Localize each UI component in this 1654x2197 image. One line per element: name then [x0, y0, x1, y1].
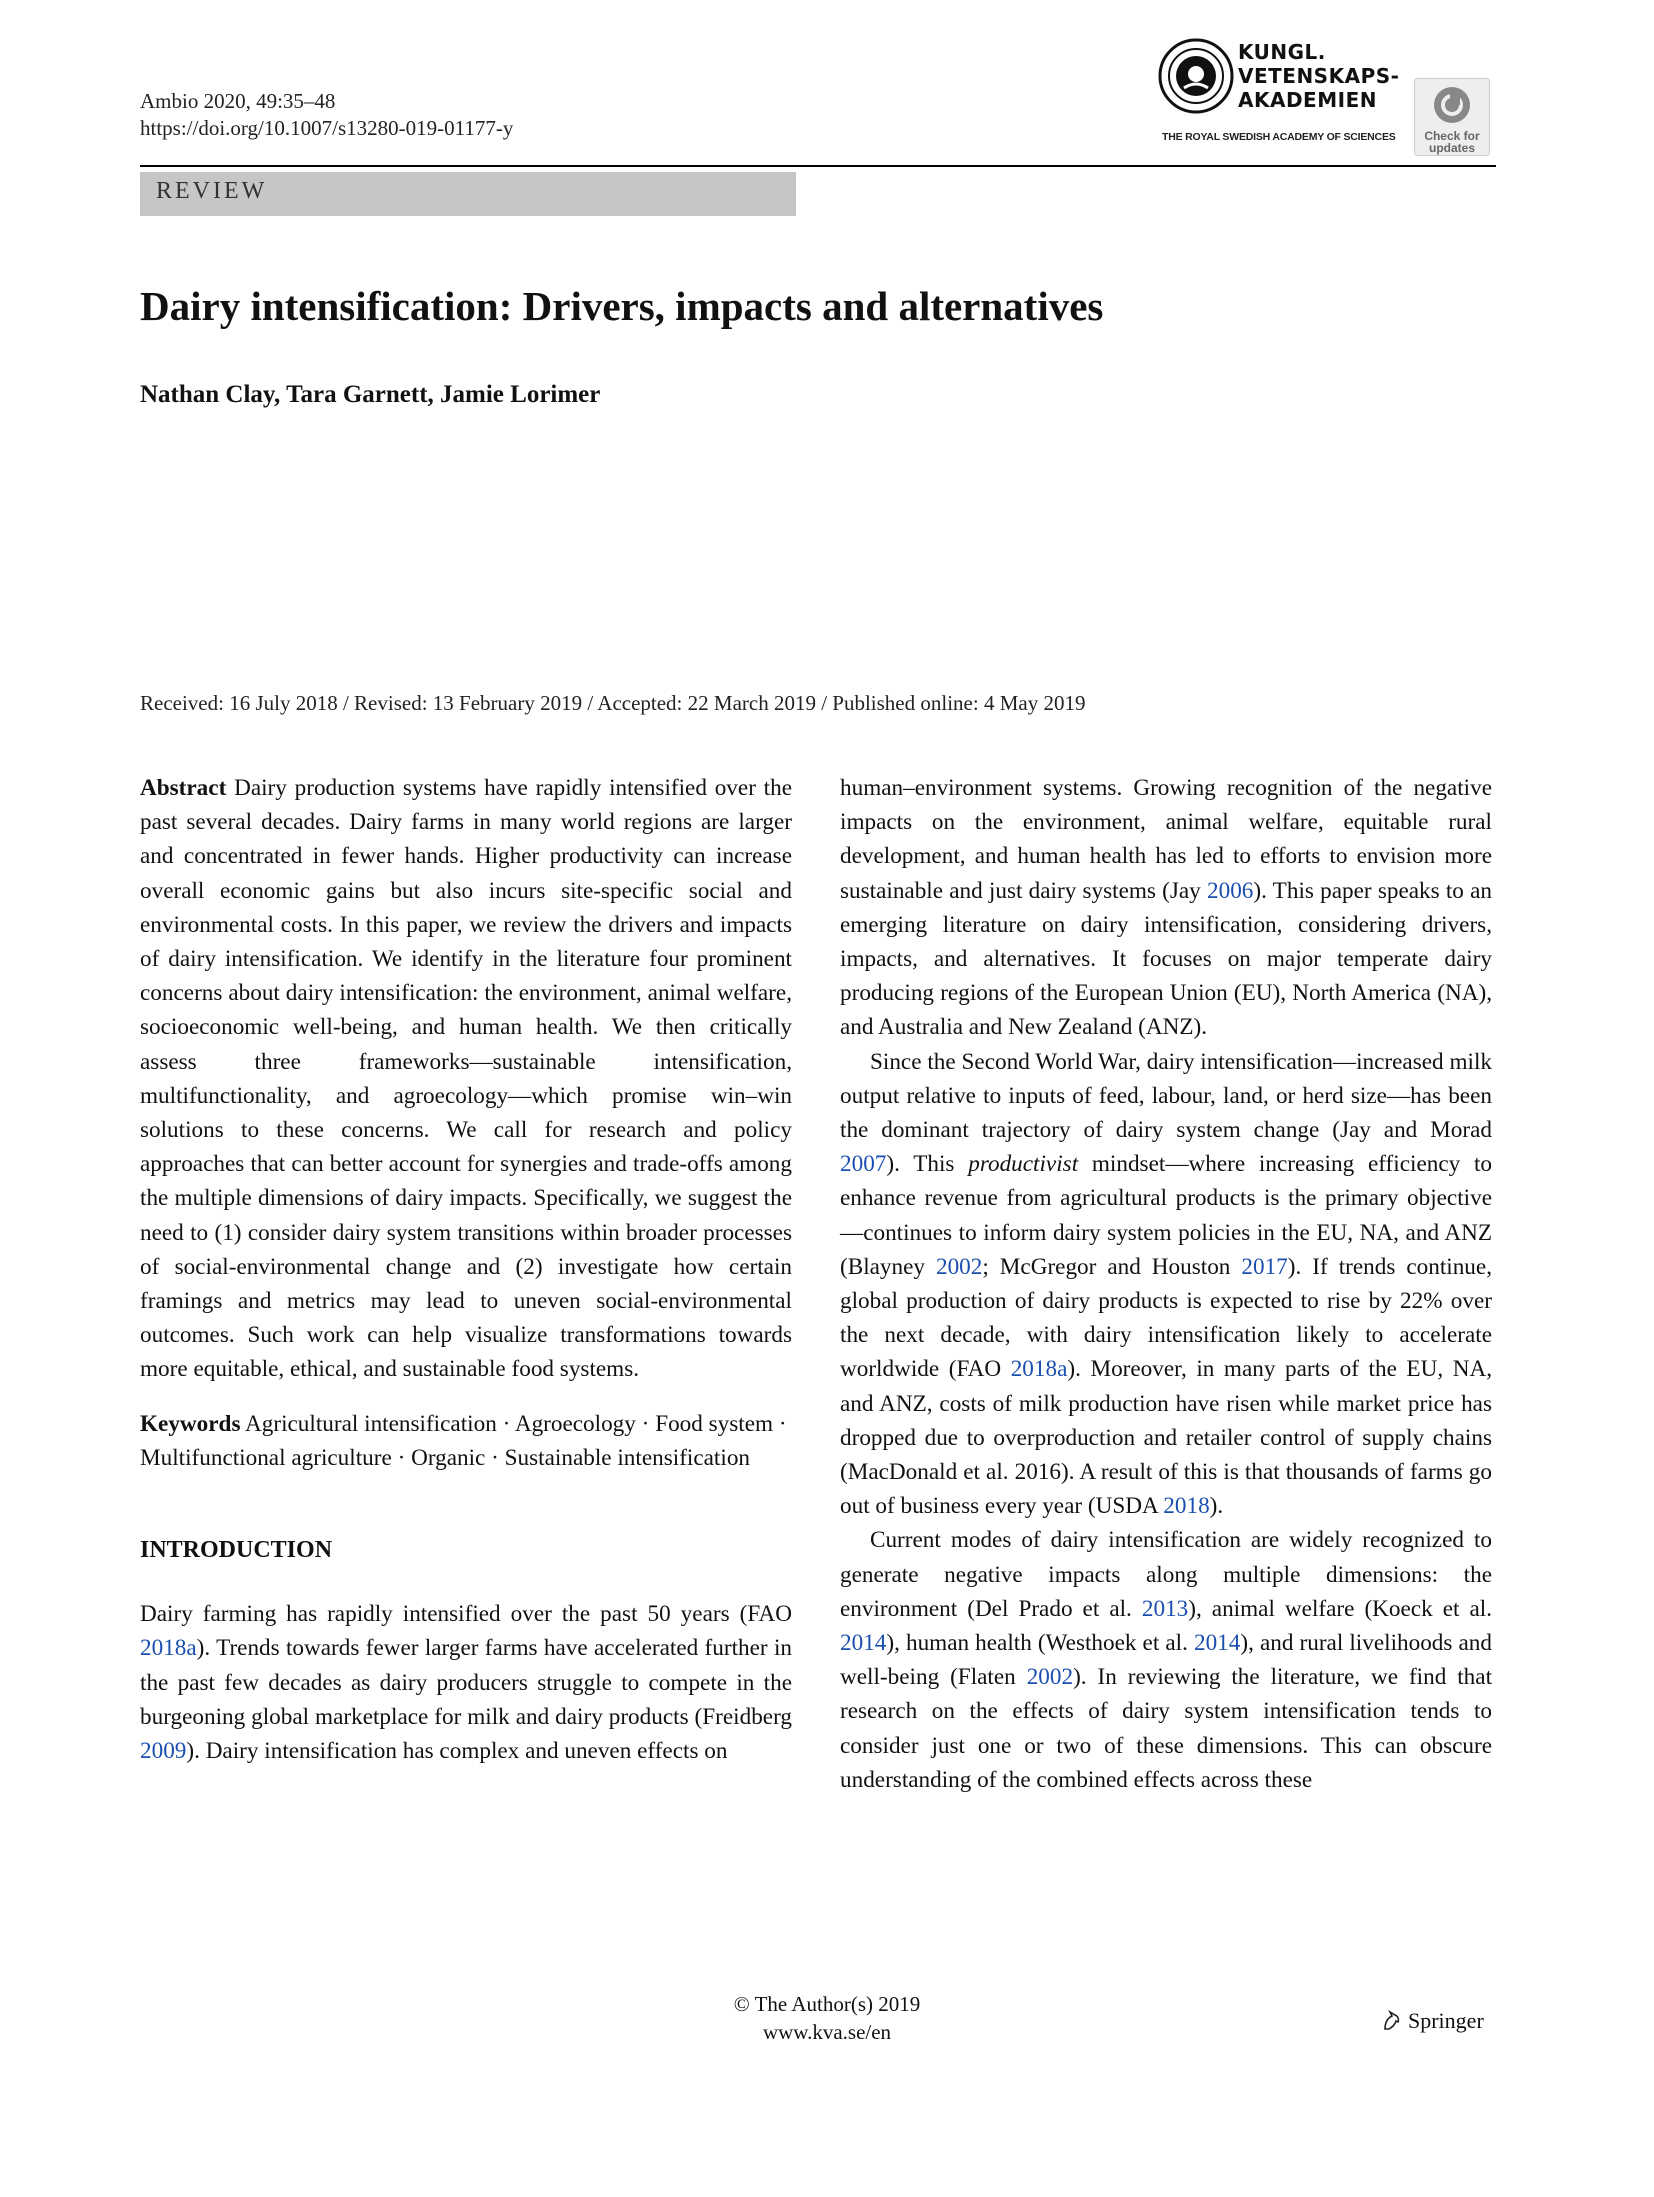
citation-link[interactable]: 2002	[1026, 1664, 1074, 1691]
logo-subtitle: THE ROYAL SWEDISH ACADEMY OF SCIENCES	[1162, 131, 1396, 143]
journal-citation: Ambio 2020, 49:35–48	[140, 89, 336, 113]
citation-link[interactable]: 2009	[140, 1738, 187, 1765]
right-column	[840, 771, 1492, 1797]
copyright-notice: © The Author(s) 2019	[733, 1992, 921, 2016]
logo-wordmark: KUNGL. VETENSKAPS- AKADEMIEN	[1238, 40, 1400, 112]
page-footer	[627, 1990, 1027, 2046]
update-check-icon	[1432, 85, 1472, 125]
citation-link[interactable]: 2007	[840, 1151, 887, 1178]
intro-paragraph-1: Dairy farming has rapidly intensified over the past 50 years (FAO 2018a). Trends towards fewer larger farms have accelerated further in the past few decades as dairy producers struggle to compete in the burgeoning global marketplace for milk and dairy products (Freidberg 2009). Dairy intensification has complex and uneven effects on	[140, 1601, 792, 1765]
journal-info	[140, 88, 513, 142]
citation-link[interactable]: 2018	[1163, 1493, 1210, 1520]
keywords-label: Keywords	[140, 1410, 241, 1437]
section-label-bar	[140, 172, 796, 216]
intro-paragraph-2: Since the Second World War, dairy intensification—increased milk output relative to inputs of feed, labour, land, or herd size—has been the dominant trajectory of dairy system change (Jay and Morad 2007). This productivist mindset—where increasing efficiency to enhance revenue from agricultural products is the primary objective—continues to inform dairy system policies in the EU, NA, and ANZ (Blayney 2002; McGregor and Houston 2017). If trends continue, global production of dairy products is expected to rise by 22% over the next decade, with dairy intensification likely to accelerate worldwide (FAO 2018a). Moreover, in many parts of the EU, NA, and ANZ, costs of milk production have risen while market price has dropped due to overproduction and retailer control of supply chains (MacDonald et al. 2016). A result of this is that thousands of farms go out of business every year (USDA 2018).	[840, 1048, 1493, 1520]
keywords	[140, 1407, 792, 1475]
abstract-text: Dairy production systems have rapidly intensified over the past several decades. Dairy farms in many world regions are larger and concentrated in fewer hands. Higher productivity can increase overall economic gains but also incurs site-specific social and environmental costs. In this paper, we review the drivers and impacts of dairy intensification. We identify in the literature four prominent concerns about dairy intensification: the environment, animal welfare, socioeconomic well-being, and human health. We then critically assess three frameworks—sustainable intensification, multifunctionality, and agroecology—which promise win–win solutions to these concerns. We call for research and policy approaches that can better account for synergies and trade-offs among the multiple dimensions of dairy impacts. Specifically, we suggest the need to (1) consider dairy system transitions within broader processes of social-environmental change and (2) investigate how certain framings and metrics may lead to uneven social-environmental outcomes. Such work can help visualize transformations towards more equitable, ethical, and sustainable food systems.	[140, 775, 793, 1383]
article-title: Dairy intensification: Drivers, impacts and alternatives	[140, 283, 1104, 329]
abstract-label: Abstract	[140, 775, 227, 801]
emphasis-productivist: productivist	[968, 1151, 1079, 1178]
citation-link[interactable]: 2013	[1141, 1595, 1189, 1622]
abstract	[140, 771, 792, 1387]
check-for-updates-badge[interactable]	[1414, 78, 1490, 156]
intro-paragraph-1-cont: human–environment systems. Growing recognition of the negative impacts on the environment, animal welfare, equitable rural development, and human health has led to efforts to envision more sustainable and just dairy systems (Jay 2006). This paper speaks to an emerging literature on dairy intensification, considering drivers, impacts, and alternatives. It focuses on major temperate dairy producing regions of the European Union (EU), North America (NA), and Australia and New Zealand (ANZ).	[840, 775, 1492, 1041]
check-label-line1: Check for	[1424, 129, 1480, 143]
springer-logo	[1380, 2008, 1484, 2034]
publisher-name: Springer	[1408, 2008, 1484, 2033]
section-label: REVIEW	[156, 178, 268, 204]
citation-link[interactable]: 2006	[1207, 877, 1254, 904]
check-label-line2: updates	[1428, 141, 1475, 155]
keywords-text: Agricultural intensification · Agroecology · Food system · Multifunctional agriculture · Organic · Sustainable intensification	[140, 1410, 787, 1471]
springer-horse-icon	[1380, 2008, 1404, 2032]
author-list: Nathan Clay, Tara Garnett, Jamie Lorimer	[140, 381, 601, 408]
citation-link[interactable]: 2018a	[140, 1635, 197, 1662]
citation-link[interactable]: 2002	[935, 1253, 983, 1280]
intro-paragraph-3: Current modes of dairy intensification are widely recognized to generate negative impacts along multiple dimensions: the environment (Del Prado et al. 2013), animal welfare (Koeck et al. 2014), human health (Westhoek et al. 2014), and rural livelihoods and well-being (Flaten 2002). In reviewing the literature, we find that research on the effects of dairy system intensification tends to consider just one or two of these dimensions. This can obscure understanding of the combined effects across these	[840, 1527, 1493, 1793]
header-rule	[140, 165, 1496, 167]
intro-heading: INTRODUCTION	[140, 1537, 333, 1564]
citation-link[interactable]: 2014	[1193, 1630, 1241, 1657]
citation-link[interactable]: 2018a	[1010, 1356, 1068, 1383]
kva-url[interactable]: www.kva.se/en	[762, 2020, 892, 2044]
citation-link[interactable]: 2017	[1241, 1253, 1288, 1280]
citation-link[interactable]: 2014	[840, 1630, 887, 1657]
academy-seal-icon	[1158, 38, 1234, 114]
doi-link[interactable]: https://doi.org/10.1007/s13280-019-01177-y	[140, 116, 514, 140]
publication-dates: Received: 16 July 2018 / Revised: 13 February 2019 / Accepted: 22 March 2019 / Published online: 4 May 2019	[140, 691, 1086, 715]
left-column	[140, 771, 792, 1768]
kva-logo	[1158, 38, 1408, 146]
